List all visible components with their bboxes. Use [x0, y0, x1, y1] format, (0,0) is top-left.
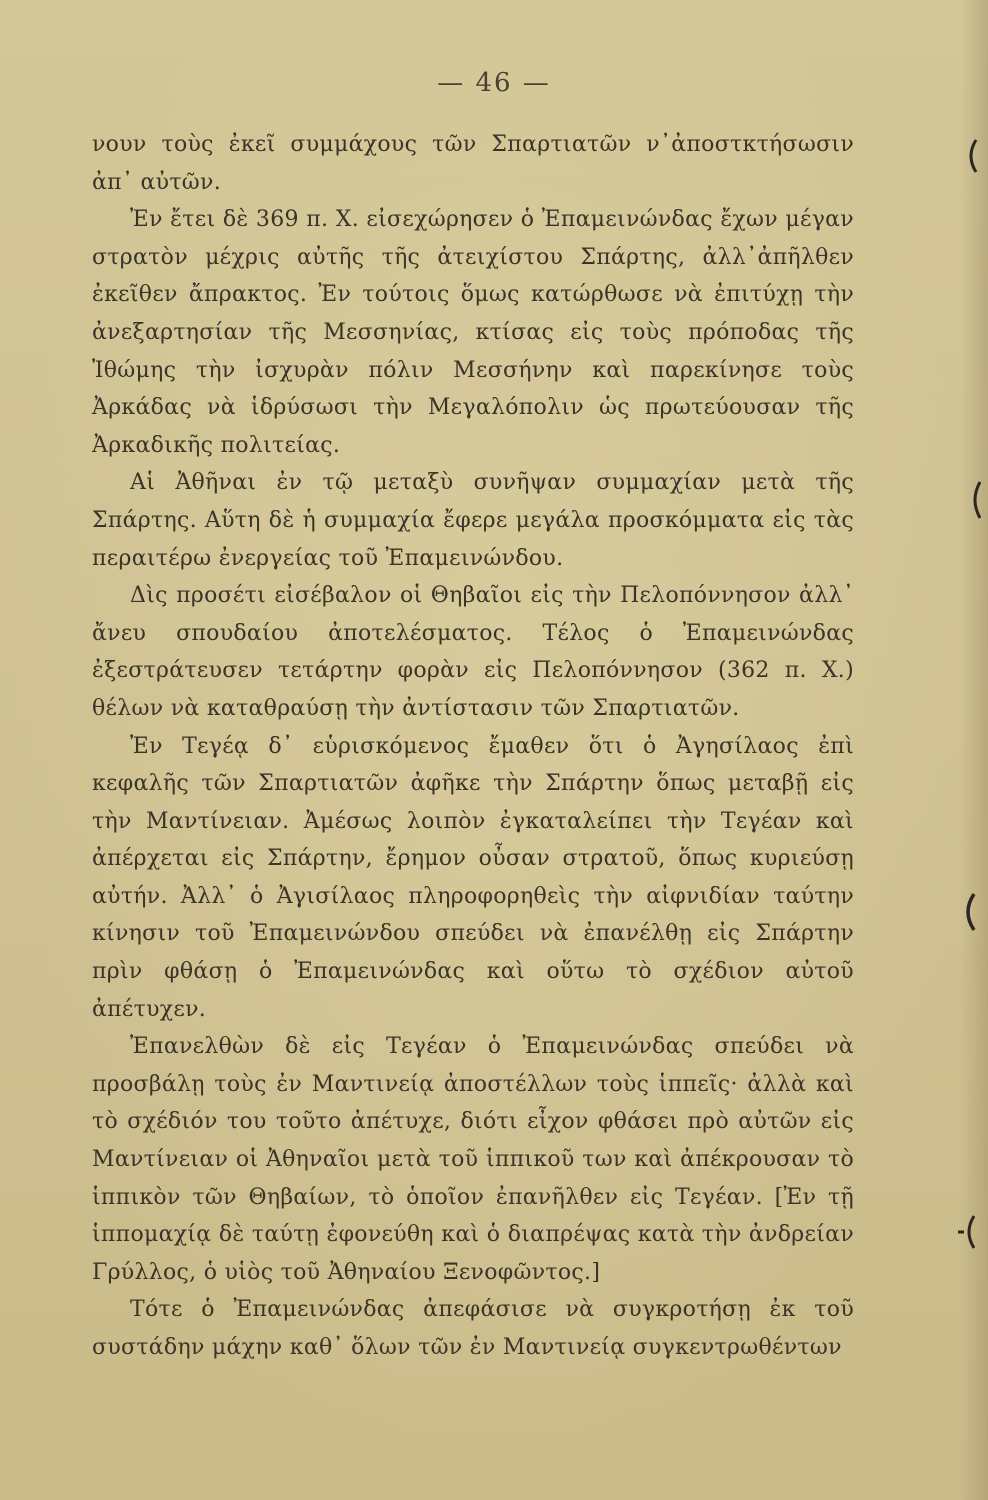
margin-bracket-mark [956, 1212, 982, 1252]
page-edge-shadow [960, 0, 988, 1500]
body-text [92, 126, 854, 1367]
margin-bracket-mark [962, 136, 982, 176]
margin-bracket-mark [966, 478, 984, 522]
paragraph: Δὶς προσέτι εἰσέβαλον οἱ Θηβαῖοι εἰς τὴν Πελοπόννησον ἀλλ᾽ ἄνευ σπουδαίου ἀποτελέσματος. Τέλος ὁ Ἐπαμεινώνδας ἐξεστράτευσεν τετάρτην φορὰν εἰς Πελοπόννησον (362 π. Χ.) θέλων νὰ καταθραύσῃ τὴν ἀντίστασιν τῶν Σπαρτιατῶν. [92, 583, 854, 721]
paragraph: Ἐπανελθὼν δὲ εἰς Τεγέαν ὁ Ἐπαμεινώνδας σπεύδει νὰ προσβάλῃ τοὺς ἐν Μαντινείᾳ ἀποστέλλων τοὺς ἱππεῖς· ἀλλὰ καὶ τὸ σχέδιόν του τοῦτο ἀπέτυχε, διότι εἶχον φθάσει πρὸ αὐτῶν εἰς Μαντίνειαν οἱ Ἀθηναῖοι μετὰ τοῦ ἱππικοῦ των καὶ ἀπέκρουσαν τὸ ἱππικὸν τῶν Θηβαίων, τὸ ὁποῖον ἐπανῆλθεν εἰς Τεγέαν. [Ἐν τῇ ἱππομαχίᾳ δὲ ταύτῃ ἐφονεύθη καὶ ὁ διαπρέψας κατὰ τὴν ἀνδρείαν Γρύλλος, ὁ υἱὸς τοῦ Ἀθηναίου Ξενοφῶντος.] [92, 1034, 854, 1285]
page-number: — 46 — [437, 68, 551, 98]
paragraph: Τότε ὁ Ἐπαμεινώνδας ἀπεφάσισε νὰ συγκροτήσῃ ἐκ τοῦ συστάδην μάχην καθ᾽ ὅλων τῶν ἐν Μαντινείᾳ συγκεντρωθέντων [92, 1297, 854, 1360]
margin-bracket-mark [956, 890, 980, 934]
paragraph: νουν τοὺς ἐκεῖ συμμάχους τῶν Σπαρτιατῶν ν᾽ἀποστκτήσωσιν ἀπ᾽ αὐτῶν. [92, 132, 854, 195]
paragraph: Αἱ Ἀθῆναι ἐν τῷ μεταξὺ συνῆψαν συμμαχίαν μετὰ τῆς Σπάρτης. Αὕτη δὲ ἡ συμμαχία ἔφερε μεγάλα προσκόμματα εἰς τὰς περαιτέρω ἐνεργείας τοῦ Ἐπαμεινώνδου. [92, 470, 854, 571]
paragraph: Ἐν Τεγέᾳ δ᾽ εὑρισκόμενος ἔμαθεν ὅτι ὁ Ἀγησίλαος ἐπὶ κεφαλῆς τῶν Σπαρτιατῶν ἀφῆκε τὴν Σπάρτην ὅπως μεταβῇ εἰς τὴν Μαντίνειαν. Ἀμέσως λοιπὸν ἐγκαταλείπει τὴν Τεγέαν καὶ ἀπέρχεται εἰς Σπάρτην, ἔρημον οὖσαν στρατοῦ, ὅπως κυριεύσῃ αὐτήν. Ἀλλ᾽ ὁ Ἀγισίλαος πληροφορηθεὶς τὴν αἰφνιδίαν ταύτην κίνησιν τοῦ Ἐπαμεινώνδου σπεύδει νὰ ἐπανέλθῃ εἰς Σπάρτην πρὶν φθάσῃ ὁ Ἐπαμεινώνδας καὶ οὕτω τὸ σχέδιον αὐτοῦ ἀπέτυχεν. [92, 733, 854, 1022]
paragraph: Ἐν ἔτει δὲ 369 π. Χ. εἰσεχώρησεν ὁ Ἐπαμεινώνδας ἔχων μέγαν στρατὸν μέχρις αὐτῆς τῆς ἀτειχίστου Σπάρτης, ἀλλ᾽ἀπῆλθεν ἐκεῖθεν ἄπρακτος. Ἐν τούτοις ὅμως κατώρθωσε νὰ ἐπιτύχῃ τὴν ἀνεξαρτησίαν τῆς Μεσσηνίας, κτίσας εἰς τοὺς πρόποδας τῆς Ἰθώμης τὴν ἰσχυρὰν πόλιν Μεσσήνην καὶ παρεκίνησε τοὺς Ἀρκάδας νὰ ἱδρύσωσι τὴν Μεγαλόπολιν ὡς πρωτεύουσαν τῆς Ἀρκαδικῆς πολιτείας. [92, 207, 854, 458]
